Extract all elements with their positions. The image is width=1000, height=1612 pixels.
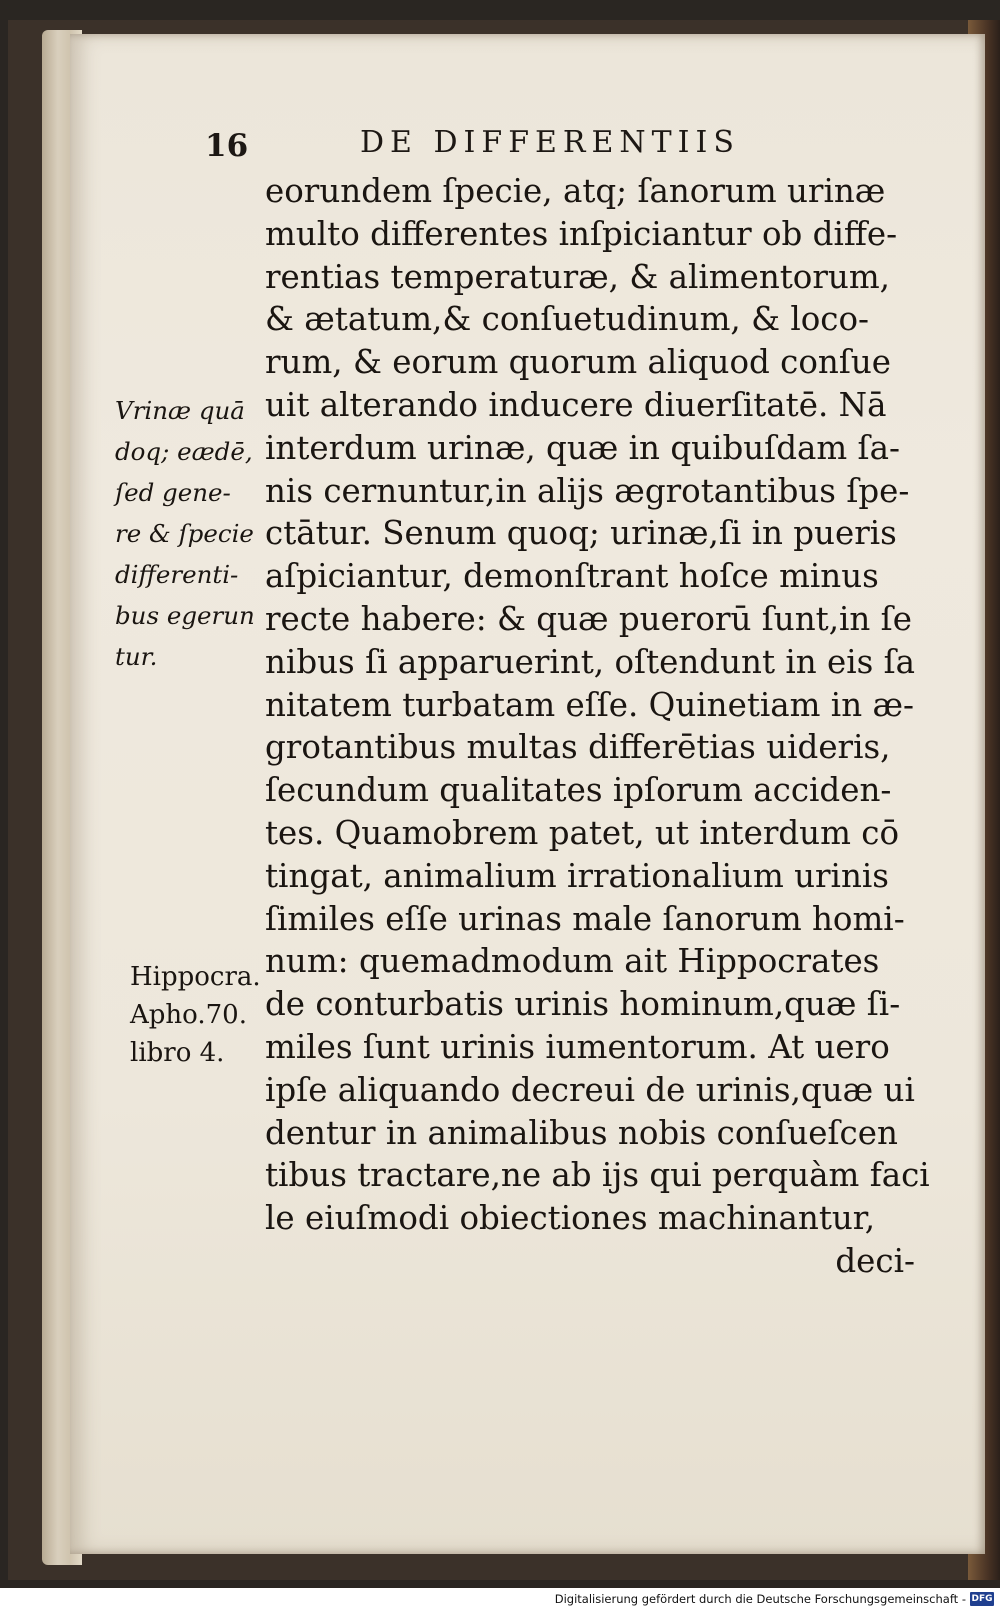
- marginal-note-line: bus egerun: [115, 601, 255, 630]
- text-line: nis cernuntur,in aliјs ægrotantibus ſpe-: [265, 471, 910, 510]
- text-line: ipſe aliquando decreui de urinis,quæ ui: [265, 1070, 915, 1109]
- text-line: dentur in animalibus nobis conſueſcen: [265, 1113, 898, 1152]
- text-line: rum, & eorum quorum aliquod conſue: [265, 343, 892, 382]
- text-line: nitatem turbatam eſſe. Quinetiam in æ-: [265, 685, 914, 724]
- marginal-note-line: doq; eædē,: [115, 437, 253, 466]
- text-line: aſpiciantur, demonſtrant hoſce minus: [265, 557, 879, 596]
- text-line: multo differentes inſpiciantur ob diffe-: [265, 214, 898, 253]
- marginal-note-line: re & ſpecie: [115, 519, 254, 548]
- text-line: tes. Quamobrem patet, ut interdum cō: [265, 813, 900, 852]
- text-line: ſecundum qualitates ipſorum acciden-: [265, 771, 892, 810]
- marginal-note-line: Hippocra.: [130, 962, 261, 992]
- text-line: ctātur. Senum quoq; urinæ,ſi in pueris: [265, 514, 897, 553]
- text-line: tingat, animalium irrationalium urinis: [265, 856, 889, 895]
- text-line: & ætatum,& conſuetudinum, & loco-: [265, 300, 870, 339]
- text-line: tibus tractare,ne ab iјs qui perquàm faci: [265, 1156, 930, 1195]
- page-number: 16: [205, 128, 249, 164]
- text-line: rentias temperaturæ, & alimentorum,: [265, 257, 890, 296]
- text-line: eorundem ſpecie, atq; ſanorum urinæ: [265, 172, 886, 210]
- marginal-note-line: Apho.70.: [130, 1000, 247, 1030]
- text-line: de conturbatis urinis hominum,quæ ſi-: [265, 985, 901, 1024]
- marginal-note-line: tur.: [115, 642, 158, 671]
- text-line: recte habere: & quæ puerorū ſunt,in ſe: [265, 599, 912, 638]
- marginal-note-line: differenti-: [115, 560, 239, 589]
- marginal-note-hippocrates: [130, 958, 261, 1072]
- running-head: DE DIFFERENTIIS: [360, 125, 740, 160]
- text-line: num: quemadmodum ait Hippocrates: [265, 942, 880, 981]
- text-line: interdum urinæ, quæ in quibuſdam ſa-: [265, 428, 900, 467]
- text-line: le eiuſmodi obiectiones machinantur,: [265, 1199, 876, 1238]
- main-text-block: [265, 170, 930, 1283]
- funding-credit: Digitalisierung gefördert durch die Deutsche Forschungsgemeinschaft -: [554, 1592, 966, 1606]
- text-line: nibus ſi apparuerint, oſtendunt in eis ſa: [265, 642, 916, 681]
- text-line: miles ſunt urinis iumentorum. At uero: [265, 1027, 890, 1066]
- dfg-logo: DFG: [971, 1594, 993, 1604]
- catchword: deci-: [835, 1241, 915, 1280]
- text-line: grotantibus multas differētias uideris,: [265, 728, 891, 767]
- marginal-note-line: Vrinæ quā: [115, 396, 245, 425]
- text-line: uit alterando inducere diuerſitatē. Nā: [265, 385, 887, 424]
- marginal-note-line: ſed gene-: [115, 478, 231, 507]
- marginal-note-line: libro 4.: [130, 1038, 225, 1068]
- text-line: ſimiles eſſe urinas male ſanorum homi-: [265, 899, 905, 938]
- marginal-note-urine: [115, 390, 255, 677]
